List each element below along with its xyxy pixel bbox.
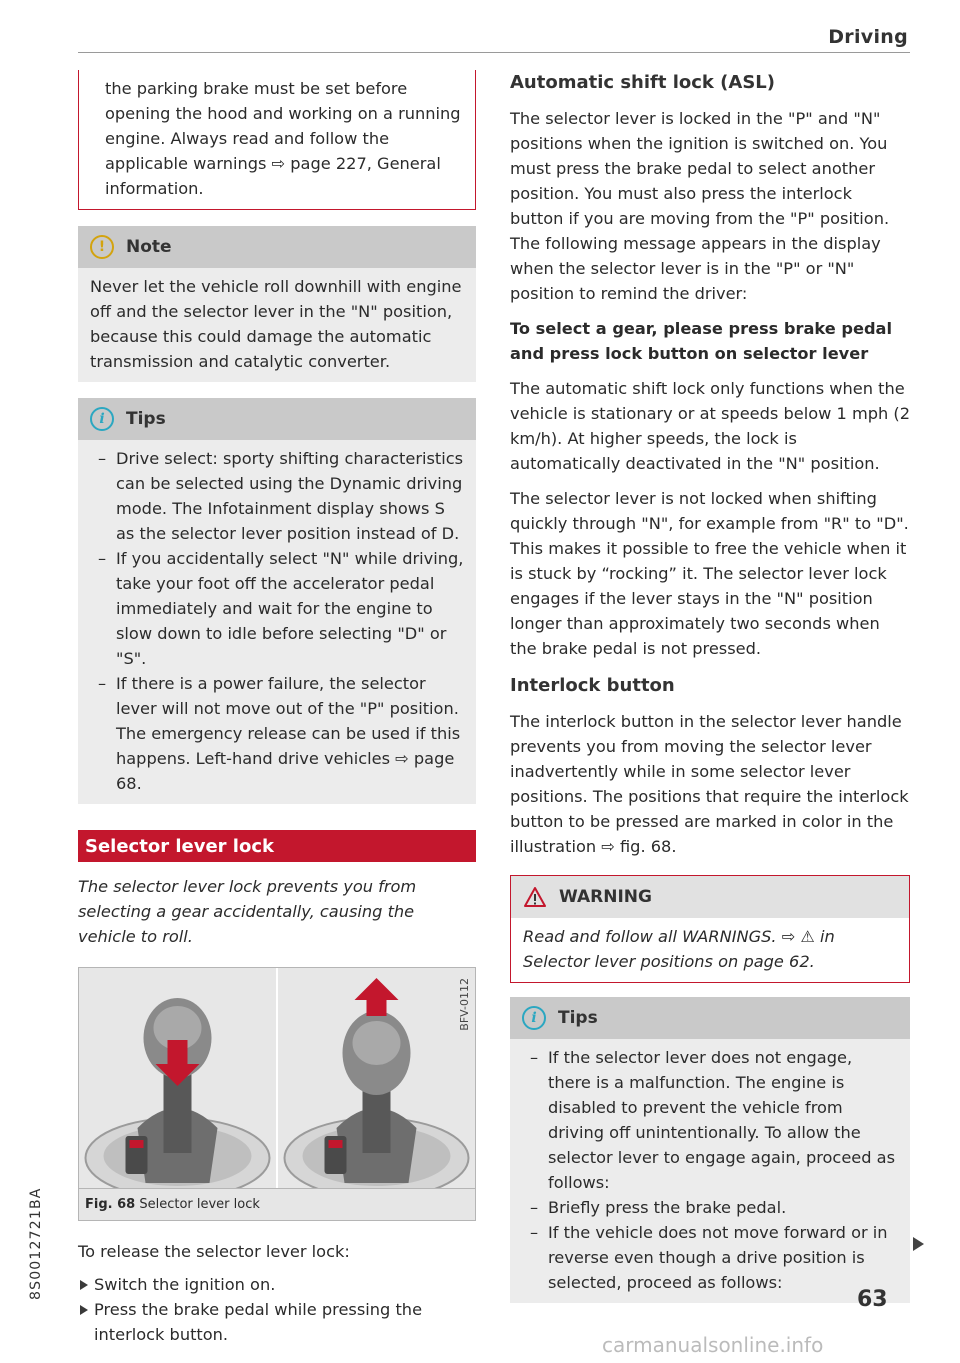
warning-title: WARNING — [559, 887, 652, 907]
selector-lever-illustration — [278, 968, 475, 1188]
figure-caption — [78, 1189, 476, 1221]
warning-body — [511, 918, 909, 982]
release-intro: To release the selector lever lock: — [78, 1242, 350, 1261]
warning-text: Read and follow all WARNINGS. ⇨ ⚠ in Selector lever positions on page 62. — [523, 927, 835, 971]
tips-box-right — [510, 997, 910, 1303]
note-text: Never let the vehicle roll downhill with engine off and the selector lever in the "N" position, because this could damage the automatic transmission and catalytic converter. — [90, 277, 462, 371]
tip-item: – If there is a power failure, the selector lever will not move out of the "P" position. The emergency release can be used if this happens. Left-hand drive vehicles ⇨ page 68. — [90, 671, 464, 796]
tips-body — [78, 440, 476, 804]
watermark: carmanualsonline.info — [602, 1333, 824, 1357]
document-code: 8S0012721BA — [28, 1187, 44, 1300]
display-message: To select a gear, please press brake pedal and press lock button on selector lever — [510, 319, 892, 363]
warning-triangle-icon — [523, 886, 547, 908]
right-column — [510, 70, 910, 1303]
left-column — [78, 70, 476, 1347]
warning-box — [510, 875, 910, 983]
asl-paragraph: The selector lever is locked in the "P" and "N" positions when the ignition is switched on. You must press the brake pedal to select another position. You must also press the interlock button if you are moving from the "P" position. The following message appears in the display when the selector lever is in the "P" or "N" position to remind the driver: — [510, 109, 890, 303]
heading-interlock-button: Interlock button — [510, 675, 675, 696]
step-item: Press the brake pedal while pressing the interlock button. — [78, 1297, 476, 1347]
section-title: Driving — [828, 26, 908, 48]
note-box — [78, 226, 476, 382]
section-intro: The selector lever lock prevents you from selecting a gear accidentally, causing the vehicle to roll. — [78, 877, 417, 946]
up-arrow-icon — [355, 978, 399, 1016]
section-heading-selector-lever-lock: Selector lever lock — [78, 830, 476, 862]
tips-list — [90, 446, 464, 796]
tips-body — [510, 1039, 910, 1303]
figure-68 — [78, 967, 476, 1189]
warning-continuation-box — [78, 70, 476, 210]
selector-lever-illustration — [79, 968, 276, 1188]
info-circle-icon: i — [90, 407, 114, 431]
step-item: Switch the ignition on. — [78, 1272, 476, 1297]
interlock-paragraph: The interlock button in the selector lever handle prevents you from moving the selector lever inadvertently while in some selector lever positions. The positions that require the interlock button to be pressed are marked in color in the illustration ⇨ fig. 68. — [510, 712, 909, 856]
figure-number: Fig. 68 — [85, 1197, 136, 1212]
page-number: 63 — [857, 1287, 888, 1312]
tips-box-left — [78, 398, 476, 804]
tips-title: Tips — [558, 1008, 598, 1028]
tips-header — [510, 997, 910, 1039]
figure-panel-lock-released — [276, 968, 475, 1188]
tip-item: – If the vehicle does not move forward or in reverse even though a drive position is selected, proceed as follows: — [522, 1220, 898, 1295]
tip-item: – If you accidentally select "N" while driving, take your foot off the accelerator pedal immediately and wait for the engine to slow down to idle before selecting "D" or "S". — [90, 546, 464, 671]
figure-caption-text: Selector lever lock — [139, 1197, 260, 1212]
tip-item: – Briefly press the brake pedal. — [522, 1195, 898, 1220]
figure-panel-lock-engaged — [79, 968, 276, 1188]
release-steps — [78, 1272, 476, 1347]
note-title: Note — [126, 237, 172, 257]
figure-code: BFV-0112 — [458, 978, 471, 1031]
continue-arrow-icon — [913, 1237, 924, 1251]
exclamation-circle-icon: ! — [90, 235, 114, 259]
asl-paragraph: The automatic shift lock only functions when the vehicle is stationary or at speeds below 1 mph (2 km/h). At higher speeds, the lock is automatically deactivated in the "N" position. — [510, 379, 911, 473]
warning-header — [511, 876, 909, 918]
tip-item: – Drive select: sporty shifting characteristics can be selected using the Dynamic driving mode. The Infotainment display shows S as the selector lever position instead of D. — [90, 446, 464, 546]
header-rule — [78, 52, 910, 53]
tips-title: Tips — [126, 409, 166, 429]
asl-paragraph: The selector lever is not locked when shifting quickly through "N", for example from "R" to "D". This makes it possible to free the vehicle when it is stuck by “rocking” it. The selector lever lock engages if the lever stays in the "N" position longer than approximately two seconds when the brake pedal is not pressed. — [510, 489, 909, 658]
info-circle-icon: i — [522, 1006, 546, 1030]
heading-automatic-shift-lock: Automatic shift lock (ASL) — [510, 72, 775, 93]
tips-list — [522, 1045, 898, 1295]
note-header — [78, 226, 476, 268]
tips-header — [78, 398, 476, 440]
warning-continuation-text: the parking brake must be set before opening the hood and working on a running engine. Always read and follow the applicable warnings ⇨ page 227, General information. — [105, 79, 461, 198]
tip-item: – If the selector lever does not engage, there is a malfunction. The engine is disabled to prevent the vehicle from driving off unintentionally. To allow the selector lever to engage again, proceed as follows: — [522, 1045, 898, 1195]
note-body — [78, 268, 476, 382]
